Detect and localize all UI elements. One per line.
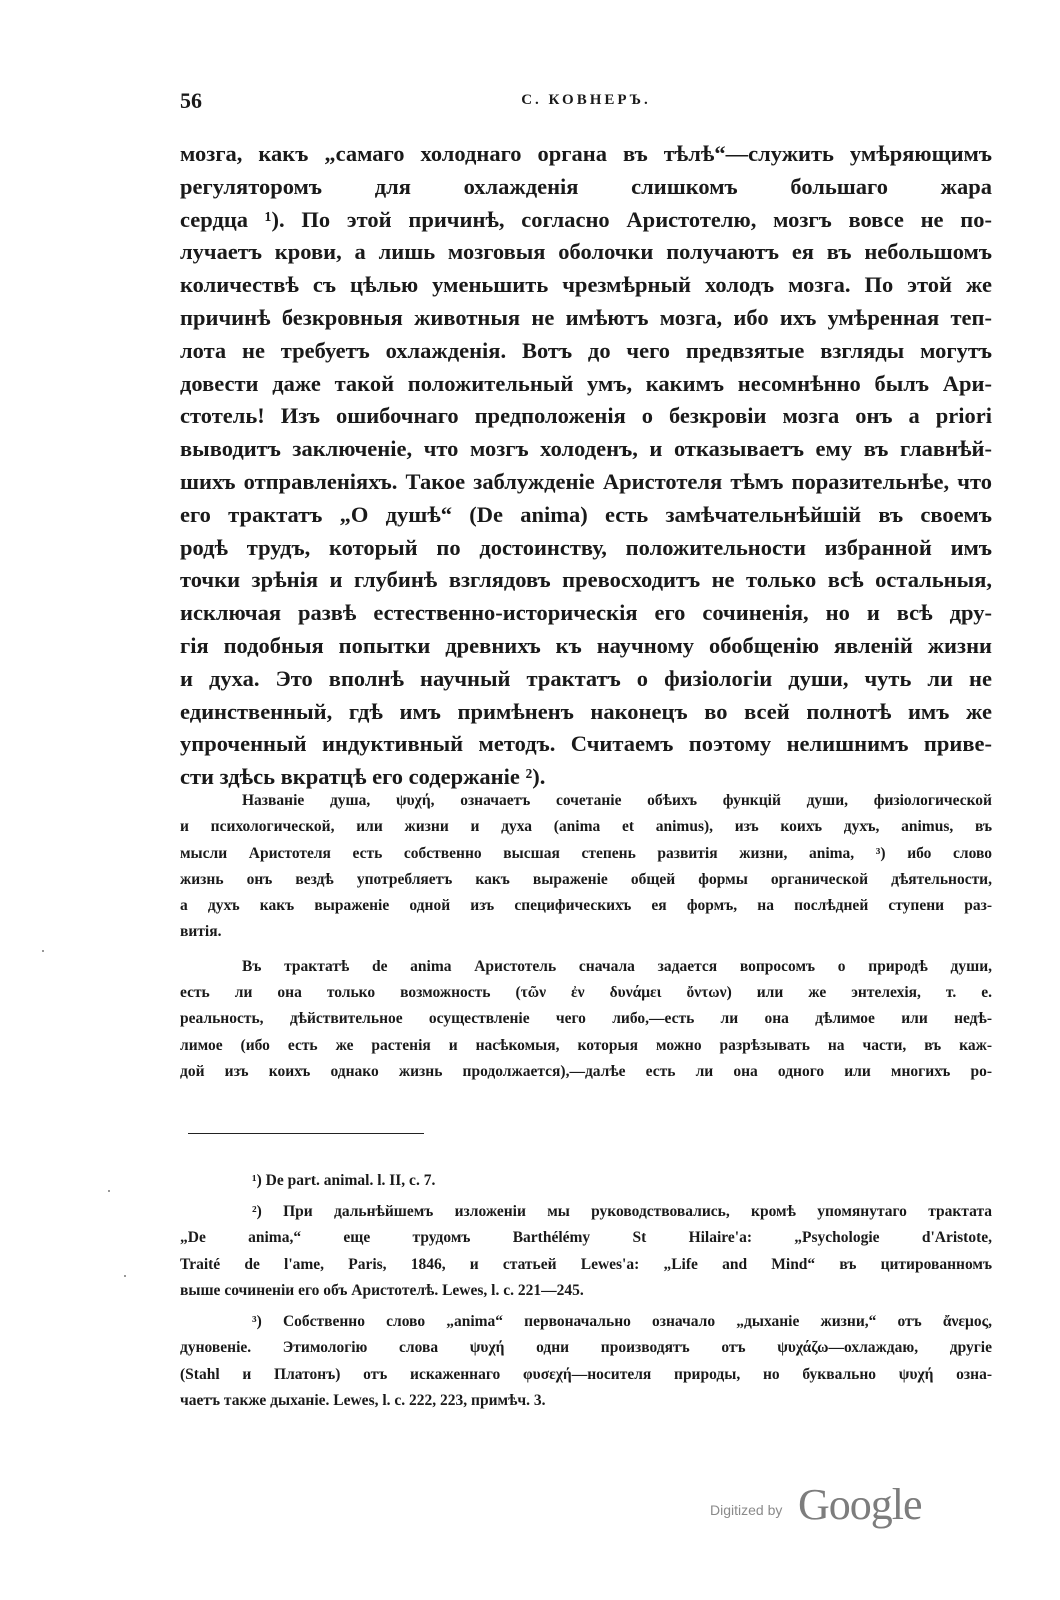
summary-line: лимое (ибо есть же растенія и насѣкомыя, которыя можно разрѣзывать на части, въ каж-: [180, 1036, 992, 1054]
body-line: стотель! Изъ ошибочнаго предположенія о безкровіи мозга онъ a priori: [180, 403, 992, 429]
footnote-line: ³) Собственно слово „anima“ первоначально означало „дыханіе жизни,“ отъ ἄνεμος,: [252, 1312, 992, 1330]
google-logo: Google: [798, 1480, 922, 1529]
page-number: 56: [180, 88, 202, 113]
body-line: гія подобныя попытки древнихъ къ научному обобщенію явленій жизни: [180, 632, 992, 658]
summary-line: реальность, дѣйствительное осуществленіе чего либо,—есть ли она дѣлимое или недѣ-: [180, 1010, 992, 1028]
summary-line: а духъ какъ выраженіе одной изъ специфическихъ ея формъ, на послѣдней ступени раз-: [180, 897, 992, 915]
body-line: сердца ¹). По этой причинѣ, согласно Аристотелю, мозгъ вовсе не по-: [180, 206, 992, 232]
body-line: исключая развѣ естественно-историческія его сочиненія, но и всѣ дру-: [180, 600, 992, 626]
summary-line: и психологической, или жизни и духа (anima et animus), изъ коихъ духъ, animus, въ: [180, 818, 992, 836]
running-head: С. КОВНЕРЪ.: [521, 92, 651, 108]
footnote-line: ²) При дальнѣйшемъ изложеніи мы руководствовались, кромѣ упомянутаго трактата: [252, 1202, 992, 1220]
body-line: шихъ отправленіяхъ. Такое заблужденіе Аристотеля тѣмъ поразительнѣе, что: [180, 468, 992, 494]
digitized-by-google-watermark: [710, 1470, 950, 1530]
body-line: количествѣ съ цѣлью уменьшить чрезмѣрный холодъ мозга. По этой же: [180, 272, 992, 298]
summary-line: дой изъ коихъ однако жизнь продолжается),—далѣе есть ли она одного или многихъ ро-: [180, 1062, 992, 1080]
footnote-line: ¹) De part. animal. l. II, c. 7.: [252, 1172, 436, 1189]
body-line: выводитъ заключеніе, что мозгъ холоденъ, и отказываетъ ему въ главнѣй-: [180, 436, 992, 462]
body-line: единственный, гдѣ имъ примѣненъ наконецъ во всей полнотѣ имъ же: [180, 698, 992, 724]
footnotes: [180, 1168, 992, 1415]
scan-speck: [124, 1275, 126, 1277]
body-line: лучаетъ крови, а лишь мозговыя оболочки получаютъ ея въ небольшомъ: [180, 239, 992, 265]
body-line: точки зрѣнія и глубинѣ взглядовъ превосходитъ не только всѣ остальныя,: [180, 567, 992, 593]
summary-line: витія.: [180, 923, 222, 941]
body-line: сти здѣсь вкратцѣ его содержаніе ²).: [180, 764, 546, 790]
scan-speck: [108, 1190, 110, 1192]
body-line: и духа. Это вполнѣ научный трактатъ о физіологіи души, чуть ли не: [180, 665, 992, 691]
main-body-text: [180, 138, 992, 794]
body-line: упроченный индуктивный методъ. Считаемъ поэтому нелишнимъ приве-: [180, 731, 992, 757]
footnote-line: „De anima,“ еще трудомъ Barthélémy St Hilaire'a: „Psychologie d'Aristote,: [180, 1229, 992, 1246]
body-line: мозга, какъ „самаго холоднаго органа въ тѣлѣ“—служить умѣряющимъ: [180, 141, 992, 166]
footnote-line: дуновеніе. Этимологію слова ψυχή одни производятъ отъ ψυχάζω—охлаждаю, другіе: [180, 1339, 992, 1356]
digitized-by-label: Digitized by: [710, 1502, 783, 1518]
footnote-line: Traité de l'ame, Paris, 1846, и статьей Lewes'a: „Life and Mind“ въ цитированномъ: [180, 1255, 992, 1273]
footnote-line: чаетъ также дыханіе. Lewes, l. c. 222, 223, примѣч. 3.: [180, 1392, 546, 1409]
body-line: причинѣ безкровныя животныя не имѣютъ мозга, ибо ихъ умѣренная теп-: [180, 304, 992, 330]
body-line: регуляторомъ для охлажденія слишкомъ большаго жара: [180, 173, 992, 199]
summary-line: мысли Аристотеля есть собственно высшая степень развитія жизни, anima, ³) ибо слово: [180, 844, 992, 862]
footnote-line: выше сочиненіи его объ Аристотелѣ. Lewes, l. c. 221—245.: [180, 1282, 584, 1299]
body-line: его трактатъ „О душѣ“ (De anima) есть замѣчательнѣйшій въ своемъ: [180, 501, 992, 527]
footnote-divider: [188, 1133, 424, 1134]
body-line: родѣ трудъ, который по достоинству, положительности избранной имъ: [180, 534, 992, 560]
summary-line: жизнь онъ вездѣ употребляетъ какъ выраженіе общей формы органической дѣятельности,: [180, 870, 992, 888]
summary-line: Названіе душа, ψυχή, означаетъ сочетаніе обѣихъ функцій души, физіологической: [242, 792, 992, 809]
summary-text: [180, 788, 992, 1085]
page-header: [180, 88, 992, 118]
body-line: довести даже такой положительный умъ, какимъ несомнѣнно былъ Ари-: [180, 370, 992, 396]
summary-line: есть ли она только возможность (τῶν ἐν δυνάμει ὄντων) или же энтелехія, т. е.: [180, 984, 992, 1002]
body-line: лота не требуетъ охлажденія. Вотъ до чего предвзятые взгляды могутъ: [180, 337, 992, 363]
summary-line: Въ трактатѣ de anima Аристотель сначала задается вопросомъ о природѣ души,: [242, 957, 992, 975]
footnote-line: (Stahl и Платонъ) отъ искаженнаго φυσεχή—носителя природы, но буквально ψυχή озна-: [180, 1365, 992, 1383]
scan-speck: [42, 950, 44, 952]
